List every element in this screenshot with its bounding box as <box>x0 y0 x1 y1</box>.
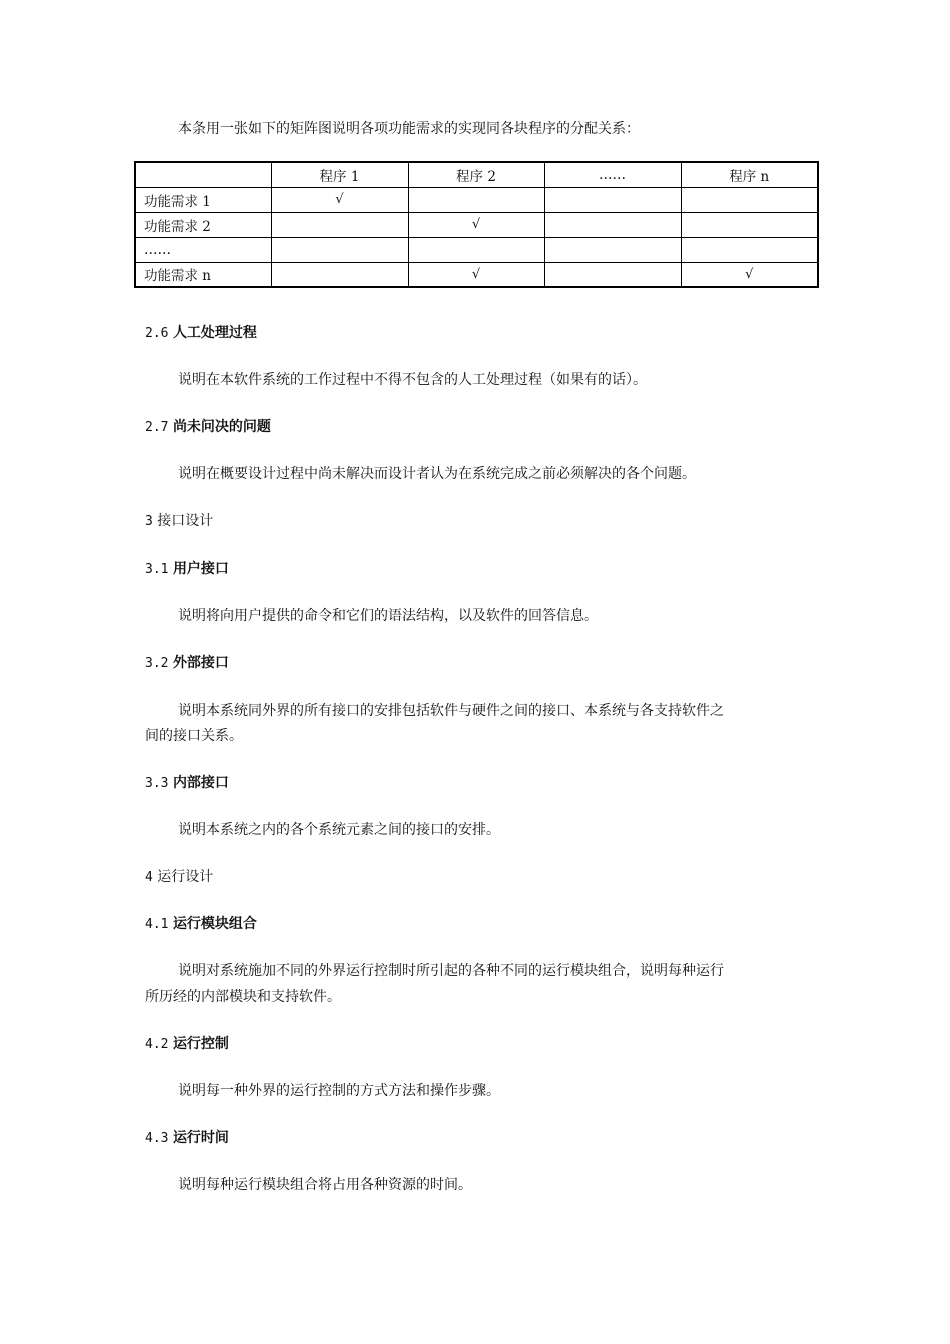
section-number: 2.7 <box>145 420 169 435</box>
section-heading-4-3 <box>145 1125 229 1152</box>
allocation-matrix <box>134 161 819 288</box>
matrix-cell <box>271 237 408 262</box>
matrix-header-ellipsis: …… <box>544 162 681 187</box>
matrix-cell <box>408 237 544 262</box>
matrix-cell: √ <box>408 212 544 237</box>
chapter-heading-3 <box>145 508 213 535</box>
matrix-header-program-2: 程序 2 <box>408 162 544 187</box>
section-title: 运行时间 <box>172 1130 229 1146</box>
intro-paragraph: 本条用一张如下的矩阵图说明各项功能需求的实现同各块程序的分配关系： <box>178 121 640 137</box>
matrix-cell <box>681 187 818 212</box>
section-number: 4.2 <box>145 1037 169 1052</box>
chapter-title: 运行设计 <box>157 869 214 885</box>
matrix-corner-cell <box>135 162 271 187</box>
section-heading-3-3 <box>145 770 229 797</box>
matrix-row-label: 功能需求 1 <box>135 187 271 212</box>
matrix-cell <box>681 212 818 237</box>
section-title: 尚未问决的问题 <box>172 419 271 435</box>
matrix-cell: √ <box>271 187 408 212</box>
matrix-row <box>135 212 818 237</box>
matrix-cell <box>408 187 544 212</box>
chapter-title: 接口设计 <box>157 513 214 529</box>
section-heading-2-7 <box>145 414 271 441</box>
section-body-4-1-line-1: 说明对系统施加不同的外界运行控制时所引起的各种不同的运行模块组合，说明每种运行 <box>178 963 724 979</box>
matrix-header-program-n: 程序 n <box>681 162 818 187</box>
section-heading-4-1 <box>145 911 257 938</box>
matrix-header-row <box>135 162 818 187</box>
matrix-cell <box>271 262 408 287</box>
matrix-row-label: 功能需求 2 <box>135 212 271 237</box>
matrix-cell <box>544 262 681 287</box>
section-title: 内部接口 <box>172 775 229 791</box>
matrix-row-label: 功能需求 n <box>135 262 271 287</box>
chapter-heading-4 <box>145 864 213 891</box>
section-title: 人工处理过程 <box>172 325 257 341</box>
matrix-cell: √ <box>408 262 544 287</box>
section-body-3-2-line-2: 间的接口关系。 <box>145 728 243 744</box>
section-heading-4-2 <box>145 1031 229 1058</box>
section-number: 2.6 <box>145 326 169 341</box>
section-number: 3.2 <box>145 656 169 671</box>
matrix-row <box>135 262 818 287</box>
section-number: 4.1 <box>145 917 169 932</box>
section-title: 外部接口 <box>172 655 229 671</box>
section-title: 运行模块组合 <box>172 916 257 932</box>
matrix-cell <box>544 212 681 237</box>
section-body-4-2: 说明每一种外界的运行控制的方式方法和操作步骤。 <box>178 1083 500 1099</box>
matrix-row-label: …… <box>135 237 271 262</box>
section-number: 4.3 <box>145 1131 169 1146</box>
section-heading-2-6 <box>145 320 257 347</box>
section-title: 运行控制 <box>172 1036 229 1052</box>
section-body-2-7: 说明在概要设计过程中尚未解决而设计者认为在系统完成之前必须解决的各个问题。 <box>178 466 696 482</box>
section-body-3-1: 说明将向用户提供的命令和它们的语法结构，以及软件的回答信息。 <box>178 608 598 624</box>
chapter-number: 4 <box>145 870 153 885</box>
matrix-cell <box>271 212 408 237</box>
section-body-3-3: 说明本系统之内的各个系统元素之间的接口的安排。 <box>178 822 500 838</box>
matrix-row <box>135 237 818 262</box>
section-title: 用户接口 <box>172 561 229 577</box>
matrix-row <box>135 187 818 212</box>
chapter-number: 3 <box>145 514 153 529</box>
matrix-cell: √ <box>681 262 818 287</box>
section-number: 3.3 <box>145 776 169 791</box>
section-body-4-3: 说明每种运行模块组合将占用各种资源的时间。 <box>178 1177 472 1193</box>
section-body-2-6: 说明在本软件系统的工作过程中不得不包含的人工处理过程（如果有的话）。 <box>178 372 647 388</box>
section-heading-3-2 <box>145 650 229 677</box>
section-body-3-2-line-1: 说明本系统同外界的所有接口的安排包括软件与硬件之间的接口、本系统与各支持软件之 <box>178 703 724 719</box>
section-body-4-1-line-2: 所历经的内部模块和支持软件。 <box>145 989 341 1005</box>
matrix-cell <box>681 237 818 262</box>
section-heading-3-1 <box>145 556 229 583</box>
matrix-cell <box>544 187 681 212</box>
matrix-cell <box>544 237 681 262</box>
section-number: 3.1 <box>145 562 169 577</box>
matrix-header-program-1: 程序 1 <box>271 162 408 187</box>
